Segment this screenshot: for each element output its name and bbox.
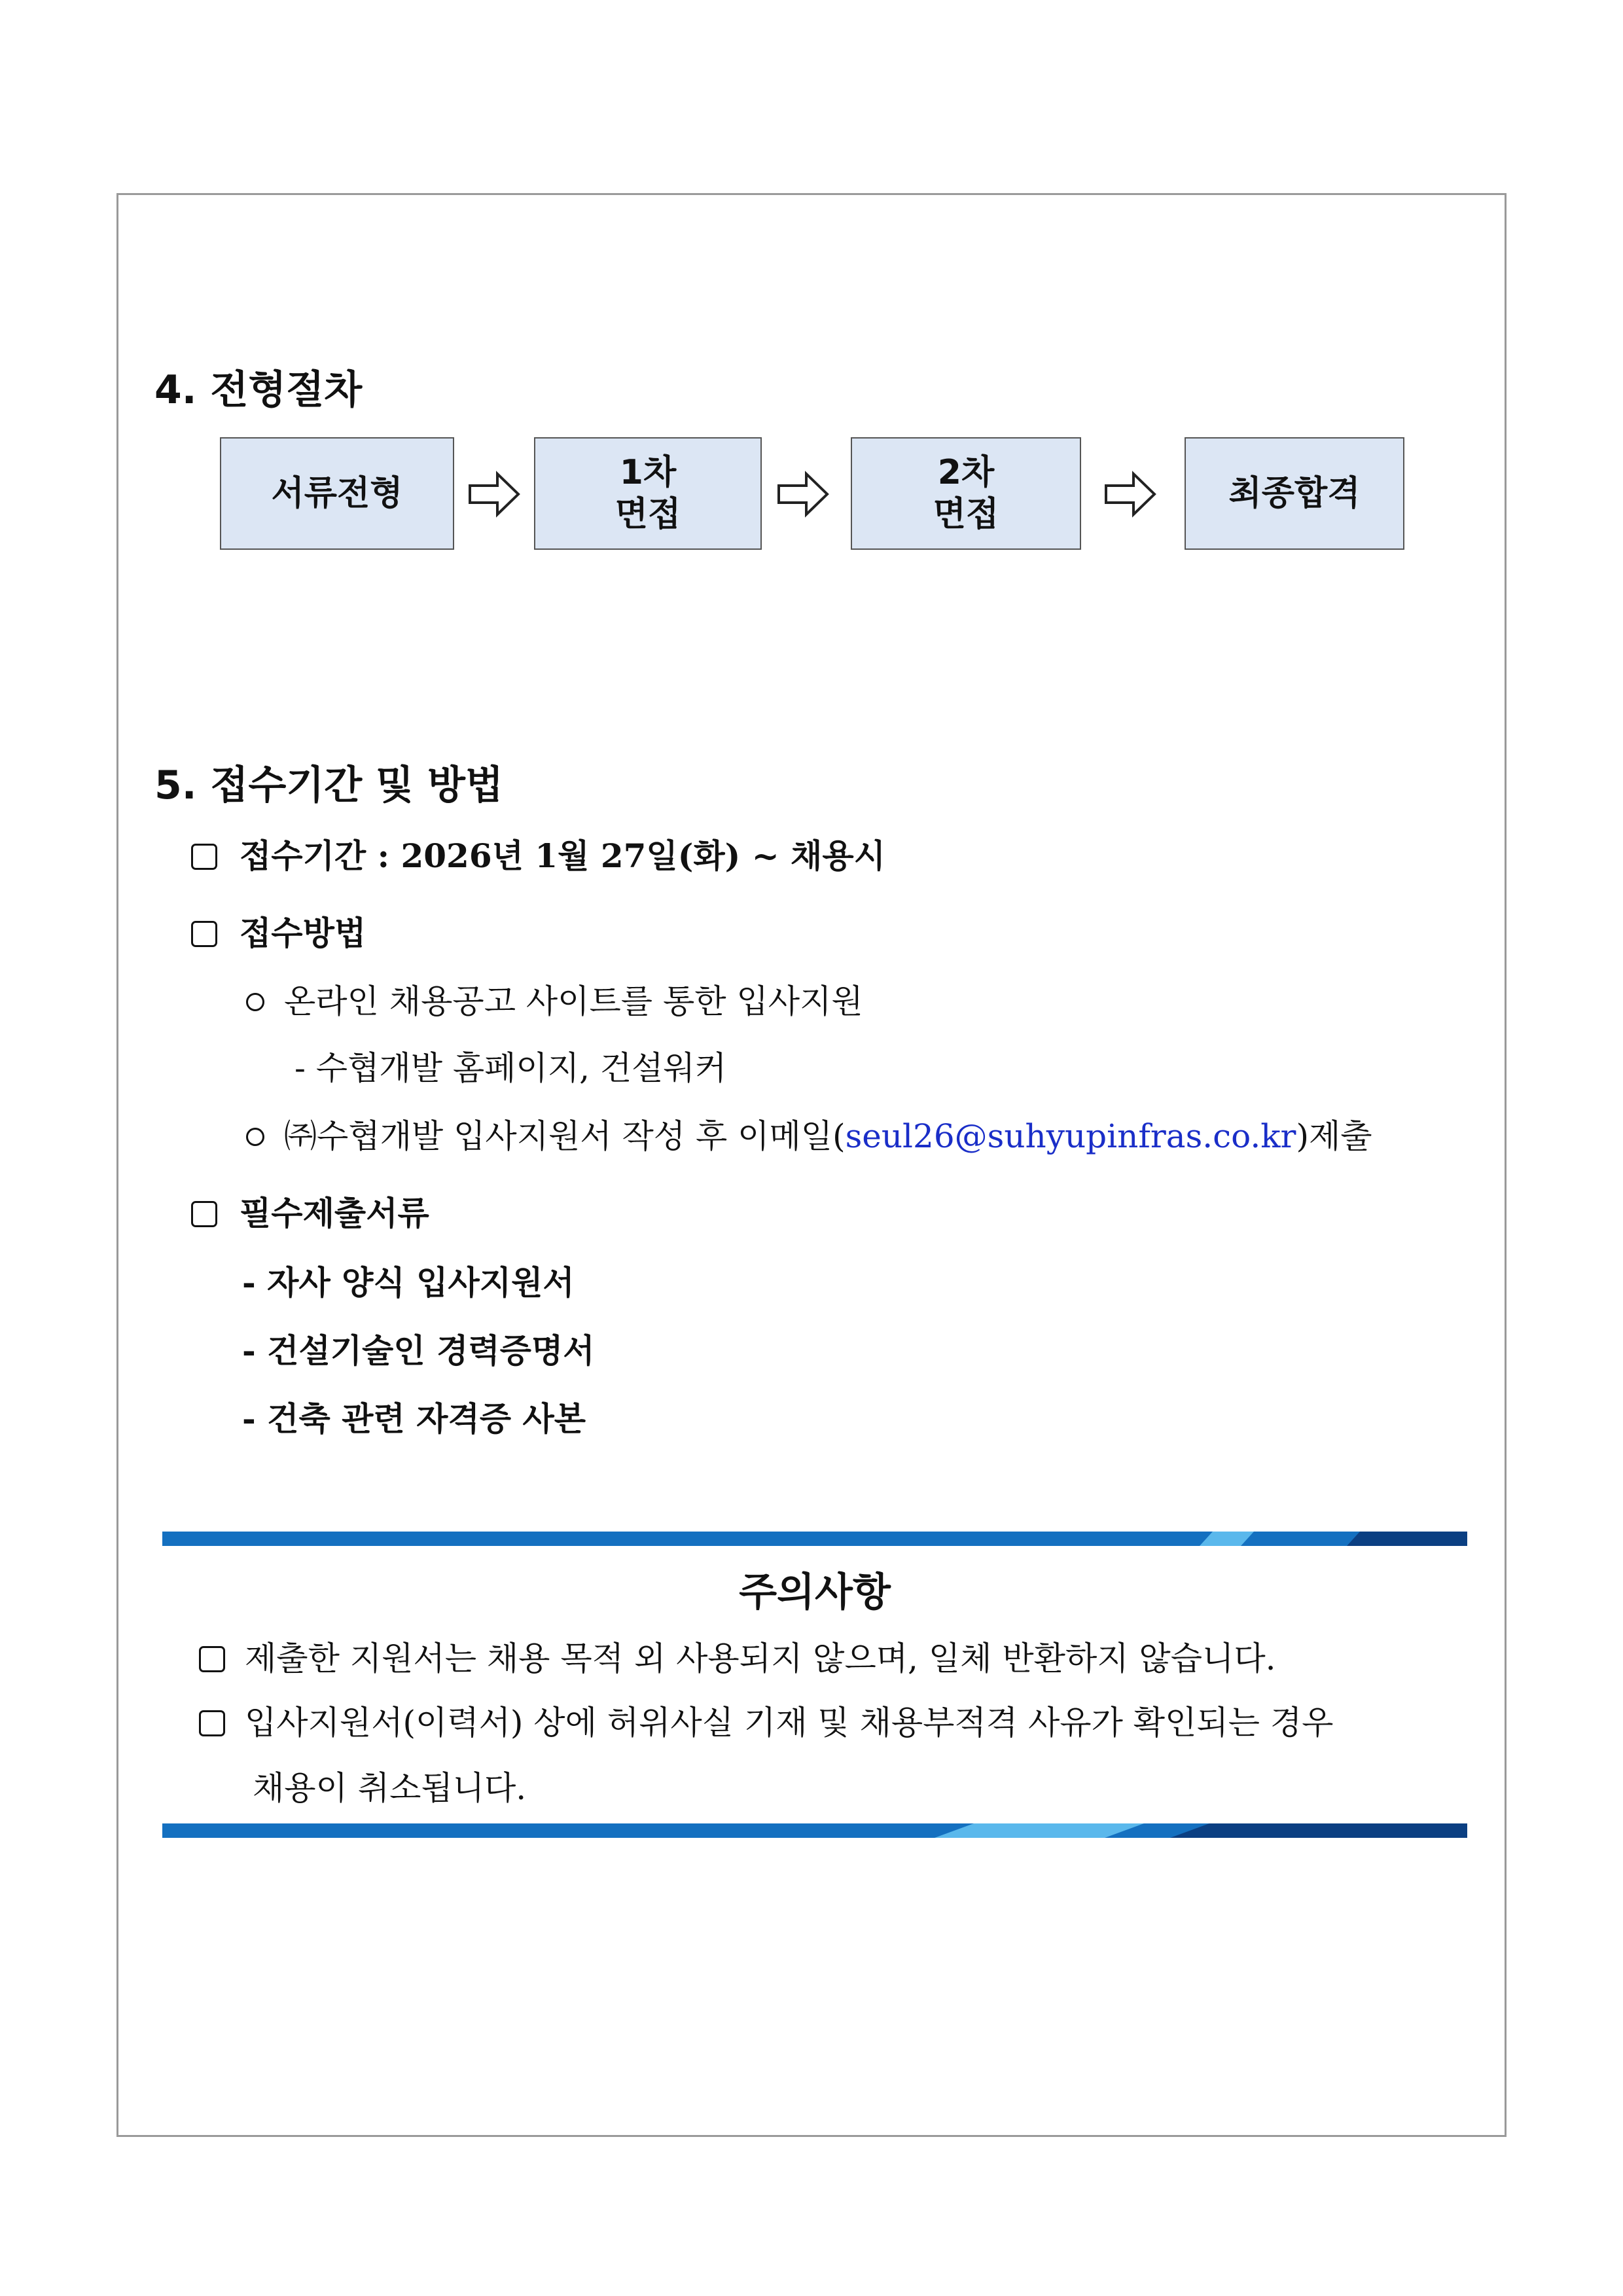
- period-text: 접수기간 : 2026년 1월 27일(화) ~ 채용시: [240, 836, 885, 875]
- arrow-right-icon: [776, 470, 830, 518]
- notice-title: 주의사항: [739, 1570, 891, 1615]
- doc-item: - 건축 관련 자격증 사본: [242, 1399, 586, 1438]
- method-title: 접수방법: [240, 914, 366, 952]
- notice-item-text: 입사지원서(이력서) 상에 허위사실 기재 및 채용부적격 사유가 확인되는 경우: [245, 1704, 1334, 1742]
- section4-title: 4. 전형절차: [154, 367, 363, 413]
- checkbox-icon: [191, 1201, 217, 1227]
- step-second-interview: 2차 면접: [851, 437, 1081, 550]
- period-line: [191, 830, 885, 877]
- method-title-line: [191, 907, 366, 954]
- doc-item: - 건설기술인 경력증명서: [242, 1331, 595, 1370]
- checkbox-icon: [191, 921, 217, 947]
- method-email-suffix: )제출: [1296, 1117, 1372, 1155]
- checkbox-icon: [191, 844, 217, 870]
- circle-bullet-icon: [246, 993, 264, 1011]
- notice-bottom-band: [162, 1823, 1467, 1838]
- circle-bullet-icon: [246, 1128, 264, 1146]
- method-online-text: 온라인 채용공고 사이트를 통한 입사지원: [284, 982, 863, 1020]
- arrow-right-icon: [1103, 470, 1157, 518]
- method-online-line: [246, 975, 863, 1022]
- notice-item-continued: 채용이 취소됩니다.: [253, 1769, 527, 1807]
- notice-item-text: 제출한 지원서는 채용 목적 외 사용되지 않으며, 일체 반환하지 않습니다.: [245, 1640, 1276, 1677]
- checkbox-icon: [199, 1646, 225, 1672]
- step-final-pass: 최종합격: [1185, 437, 1404, 550]
- step-first-interview: 1차 면접: [534, 437, 762, 550]
- notice-item: [199, 1632, 1276, 1679]
- step-document-screening: 서류전형: [220, 437, 454, 550]
- doc-item: - 자사 양식 입사지원서: [242, 1263, 575, 1302]
- docs-title: 필수제출서류: [240, 1194, 429, 1232]
- checkbox-icon: [199, 1710, 225, 1736]
- docs-title-line: [191, 1187, 429, 1234]
- notice-item: [199, 1696, 1333, 1744]
- notice-top-band: [162, 1532, 1467, 1546]
- section5-title: 5. 접수기간 및 방법: [154, 762, 503, 808]
- arrow-right-icon: [467, 470, 521, 518]
- method-email-prefix: ㈜수협개발 입사지원서 작성 후 이메일(: [284, 1117, 846, 1155]
- method-email-line: [246, 1110, 1372, 1157]
- method-sites: - 수협개발 홈페이지, 건설워커: [294, 1049, 727, 1087]
- email-link[interactable]: seul26@suhyupinfras.co.kr: [845, 1117, 1296, 1155]
